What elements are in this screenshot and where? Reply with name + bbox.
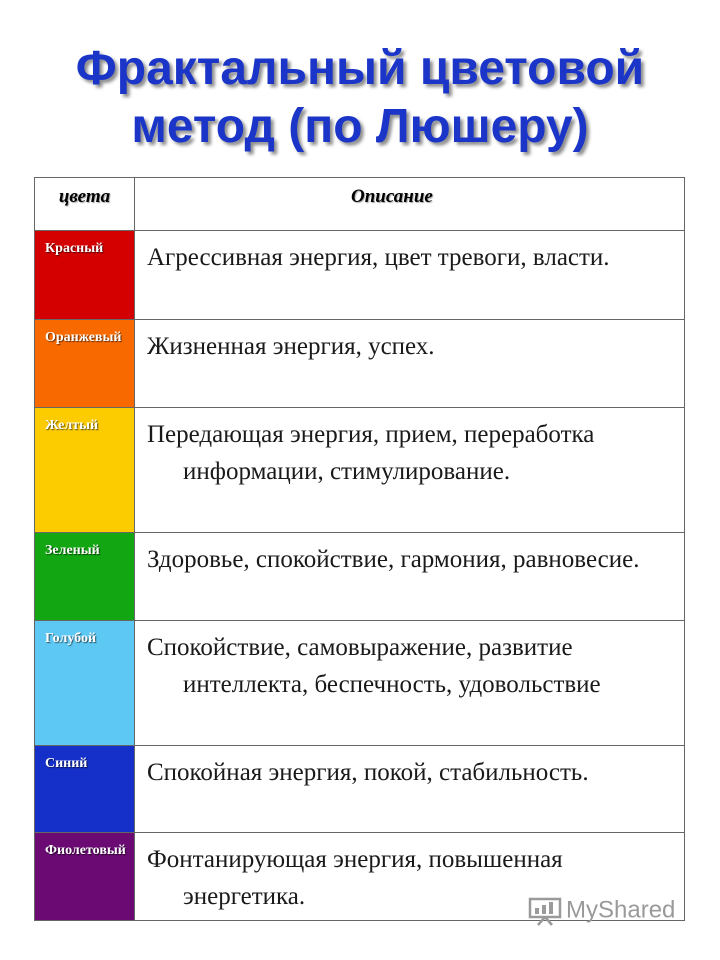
table-row: [35, 320, 685, 408]
watermark: [528, 896, 675, 926]
color-name: Красный: [45, 241, 104, 256]
description-cell: Фонтанирующая энергия, повышенная энергетика.: [135, 833, 685, 921]
description-cell: Здоровье, спокойствие, гармония, равновесие.: [135, 533, 685, 621]
color-name: Голубой: [45, 631, 97, 646]
color-name: Зеленый: [45, 543, 100, 558]
color-swatch-green: [35, 533, 135, 621]
description-cell: Спокойная энергия, покой, стабильность.: [135, 746, 685, 833]
page-title: [0, 40, 720, 156]
color-swatch-blue: [35, 746, 135, 833]
color-name: Желтый: [45, 418, 99, 433]
color-name: Синий: [45, 756, 88, 771]
color-method-table: [34, 177, 685, 924]
color-swatch-red: [35, 231, 135, 320]
color-swatch-violet: [35, 833, 135, 921]
description-cell: Передающая энергия, прием, переработка информации, стимулирование.: [135, 408, 685, 533]
color-swatch-orange: [35, 320, 135, 408]
header-colors: цвета: [35, 178, 135, 231]
table-row: [35, 231, 685, 320]
table-header-row: [35, 178, 685, 231]
description-cell: Агрессивная энергия, цвет тревоги, власти.: [135, 231, 685, 320]
description-cell: Спокойствие, самовыражение, развитие интеллекта, беспечность, удовольствие: [135, 621, 685, 746]
title-line-1: Фрактальный цветовой: [75, 42, 645, 95]
table-row: [35, 621, 685, 746]
color-swatch-yellow: [35, 408, 135, 533]
header-description: Описание: [135, 178, 685, 231]
table-row: [35, 533, 685, 621]
title-line-2: метод (по Люшеру): [131, 100, 589, 153]
color-swatch-light-blue: [35, 621, 135, 746]
presentation-board-icon: [528, 896, 562, 926]
watermark-text: MyShared: [566, 896, 676, 924]
color-name: Фиолетовый: [45, 843, 126, 858]
table-row: [35, 408, 685, 533]
description-cell: Жизненная энергия, успех.: [135, 320, 685, 408]
color-name: Оранжевый: [45, 330, 122, 345]
table-row: [35, 746, 685, 833]
